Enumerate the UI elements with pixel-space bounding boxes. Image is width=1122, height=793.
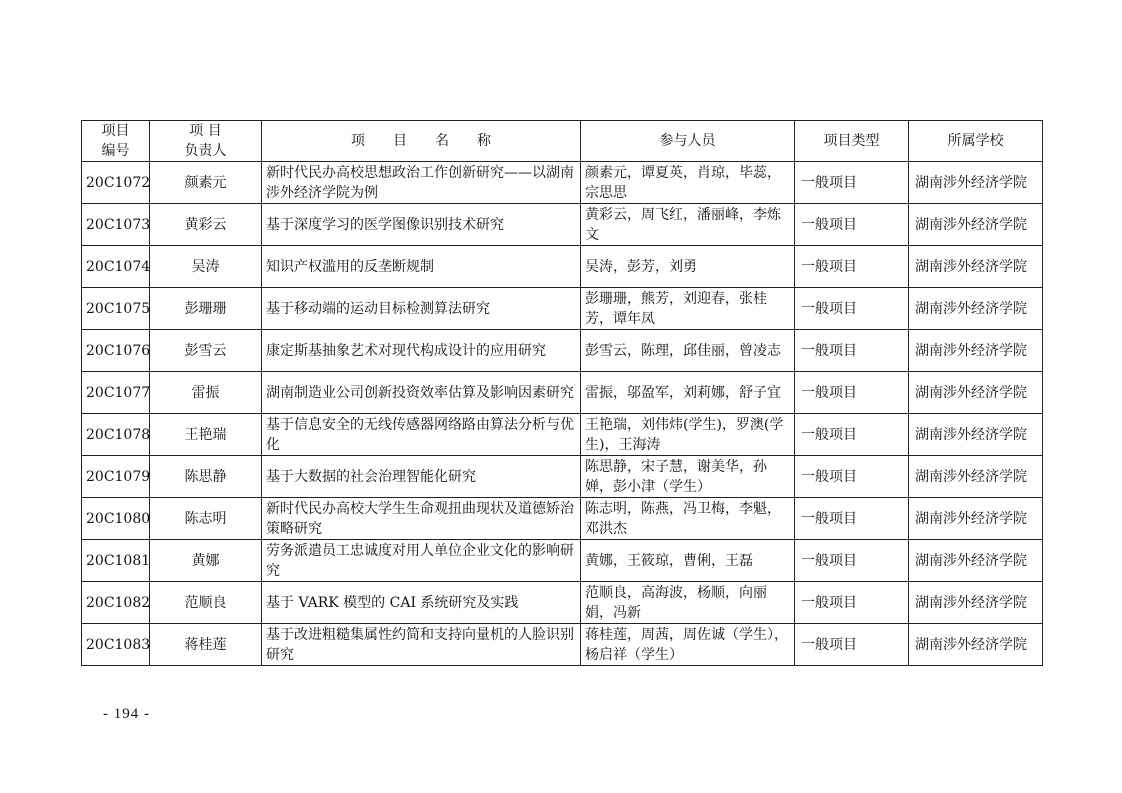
table-row bbox=[82, 204, 1043, 246]
cell-school: 湖南涉外经济学院 bbox=[909, 330, 1043, 372]
cell-members: 蒋桂莲，周茜，周佐诚（学生），杨启祥（学生） bbox=[581, 624, 795, 666]
cell-project-code: 20C1080 bbox=[82, 498, 150, 540]
cell-school: 湖南涉外经济学院 bbox=[909, 582, 1043, 624]
cell-project-leader: 陈思静 bbox=[150, 456, 262, 498]
table-header-row bbox=[82, 121, 1043, 162]
header-project-code bbox=[82, 121, 150, 162]
table-row bbox=[82, 288, 1043, 330]
cell-project-leader: 范顺良 bbox=[150, 582, 262, 624]
cell-members: 王艳瑞，刘伟炜(学生)，罗澳(学生)，王海涛 bbox=[581, 414, 795, 456]
cell-project-leader: 黄娜 bbox=[150, 540, 262, 582]
header-school: 所属学校 bbox=[909, 121, 1043, 162]
cell-project-type: 一般项目 bbox=[795, 624, 909, 666]
cell-members: 陈志明，陈燕，冯卫梅，李魁，邓洪杰 bbox=[581, 498, 795, 540]
table-row bbox=[82, 162, 1043, 204]
header-project-type: 项目类型 bbox=[795, 121, 909, 162]
header-code-line2: 编号 bbox=[101, 143, 130, 159]
cell-project-code: 20C1077 bbox=[82, 372, 150, 414]
cell-project-code: 20C1076 bbox=[82, 330, 150, 372]
cell-school: 湖南涉外经济学院 bbox=[909, 498, 1043, 540]
cell-members: 黄彩云，周飞红，潘丽峰，李炼文 bbox=[581, 204, 795, 246]
cell-members: 范顺良，高海波，杨顺，向丽娟，冯新 bbox=[581, 582, 795, 624]
table-row bbox=[82, 372, 1043, 414]
table-row bbox=[82, 624, 1043, 666]
cell-school: 湖南涉外经济学院 bbox=[909, 372, 1043, 414]
cell-project-type: 一般项目 bbox=[795, 540, 909, 582]
cell-project-leader: 王艳瑞 bbox=[150, 414, 262, 456]
cell-members: 颜素元，谭夏英，肖琼，毕蕊，宗思思 bbox=[581, 162, 795, 204]
cell-school: 湖南涉外经济学院 bbox=[909, 162, 1043, 204]
cell-members: 雷振，邬盈军，刘莉娜，舒子宜 bbox=[581, 372, 795, 414]
page-number: - 194 - bbox=[103, 706, 150, 722]
cell-project-leader: 颜素元 bbox=[150, 162, 262, 204]
cell-project-name: 基于 VARK 模型的 CAI 系统研究及实践 bbox=[262, 582, 581, 624]
table-row bbox=[82, 582, 1043, 624]
cell-project-type: 一般项目 bbox=[795, 246, 909, 288]
cell-members: 吴涛，彭芳，刘勇 bbox=[581, 246, 795, 288]
cell-project-code: 20C1075 bbox=[82, 288, 150, 330]
project-table-container bbox=[81, 120, 1042, 666]
cell-project-leader: 蒋桂莲 bbox=[150, 624, 262, 666]
cell-project-type: 一般项目 bbox=[795, 162, 909, 204]
table-row bbox=[82, 246, 1043, 288]
cell-project-type: 一般项目 bbox=[795, 414, 909, 456]
cell-project-code: 20C1083 bbox=[82, 624, 150, 666]
cell-project-name: 基于深度学习的医学图像识别技术研究 bbox=[262, 204, 581, 246]
table-row bbox=[82, 330, 1043, 372]
cell-school: 湖南涉外经济学院 bbox=[909, 624, 1043, 666]
header-project-leader bbox=[150, 121, 262, 162]
table-row bbox=[82, 498, 1043, 540]
cell-project-name: 基于大数据的社会治理智能化研究 bbox=[262, 456, 581, 498]
cell-project-type: 一般项目 bbox=[795, 498, 909, 540]
cell-project-name: 劳务派遣员工忠诚度对用人单位企业文化的影响研究 bbox=[262, 540, 581, 582]
table-row bbox=[82, 456, 1043, 498]
cell-project-name: 基于信息安全的无线传感器网络路由算法分析与优化 bbox=[262, 414, 581, 456]
cell-members: 彭雪云，陈理，邱佳丽，曾凌志 bbox=[581, 330, 795, 372]
cell-project-leader: 彭雪云 bbox=[150, 330, 262, 372]
cell-project-code: 20C1072 bbox=[82, 162, 150, 204]
cell-project-leader: 黄彩云 bbox=[150, 204, 262, 246]
cell-school: 湖南涉外经济学院 bbox=[909, 246, 1043, 288]
cell-project-code: 20C1078 bbox=[82, 414, 150, 456]
cell-project-name: 知识产权滥用的反垄断规制 bbox=[262, 246, 581, 288]
cell-school: 湖南涉外经济学院 bbox=[909, 540, 1043, 582]
cell-members: 陈思静，宋子慧，谢美华，孙婵，彭小津（学生） bbox=[581, 456, 795, 498]
table-body bbox=[82, 162, 1043, 666]
table-row bbox=[82, 540, 1043, 582]
header-leader-line1: 项 目 bbox=[189, 123, 222, 139]
cell-project-code: 20C1081 bbox=[82, 540, 150, 582]
cell-project-name: 新时代民办高校大学生生命观扭曲现状及道德矫治策略研究 bbox=[262, 498, 581, 540]
table-row bbox=[82, 414, 1043, 456]
header-members: 参与人员 bbox=[581, 121, 795, 162]
cell-members: 黄娜，王筱琼，曹俐，王磊 bbox=[581, 540, 795, 582]
header-project-name: 项 目 名 称 bbox=[262, 121, 581, 162]
cell-project-type: 一般项目 bbox=[795, 456, 909, 498]
cell-project-name: 基于改进粗糙集属性约简和支持向量机的人脸识别研究 bbox=[262, 624, 581, 666]
cell-project-type: 一般项目 bbox=[795, 372, 909, 414]
header-code-line1: 项目 bbox=[101, 123, 130, 139]
cell-project-type: 一般项目 bbox=[795, 582, 909, 624]
cell-project-type: 一般项目 bbox=[795, 330, 909, 372]
cell-project-type: 一般项目 bbox=[795, 288, 909, 330]
cell-members: 彭珊珊，熊芳，刘迎春，张桂芳，谭年凤 bbox=[581, 288, 795, 330]
cell-project-code: 20C1073 bbox=[82, 204, 150, 246]
cell-school: 湖南涉外经济学院 bbox=[909, 288, 1043, 330]
cell-school: 湖南涉外经济学院 bbox=[909, 414, 1043, 456]
cell-project-name: 基于移动端的运动目标检测算法研究 bbox=[262, 288, 581, 330]
cell-project-type: 一般项目 bbox=[795, 204, 909, 246]
cell-project-leader: 雷振 bbox=[150, 372, 262, 414]
cell-school: 湖南涉外经济学院 bbox=[909, 204, 1043, 246]
project-table bbox=[81, 120, 1043, 666]
header-leader-line2: 负责人 bbox=[184, 143, 227, 159]
cell-project-leader: 陈志明 bbox=[150, 498, 262, 540]
cell-project-name: 康定斯基抽象艺术对现代构成设计的应用研究 bbox=[262, 330, 581, 372]
cell-school: 湖南涉外经济学院 bbox=[909, 456, 1043, 498]
cell-project-code: 20C1074 bbox=[82, 246, 150, 288]
cell-project-code: 20C1082 bbox=[82, 582, 150, 624]
cell-project-code: 20C1079 bbox=[82, 456, 150, 498]
cell-project-leader: 彭珊珊 bbox=[150, 288, 262, 330]
cell-project-name: 新时代民办高校思想政治工作创新研究——以湖南涉外经济学院为例 bbox=[262, 162, 581, 204]
cell-project-leader: 吴涛 bbox=[150, 246, 262, 288]
cell-project-name: 湖南制造业公司创新投资效率估算及影响因素研究 bbox=[262, 372, 581, 414]
